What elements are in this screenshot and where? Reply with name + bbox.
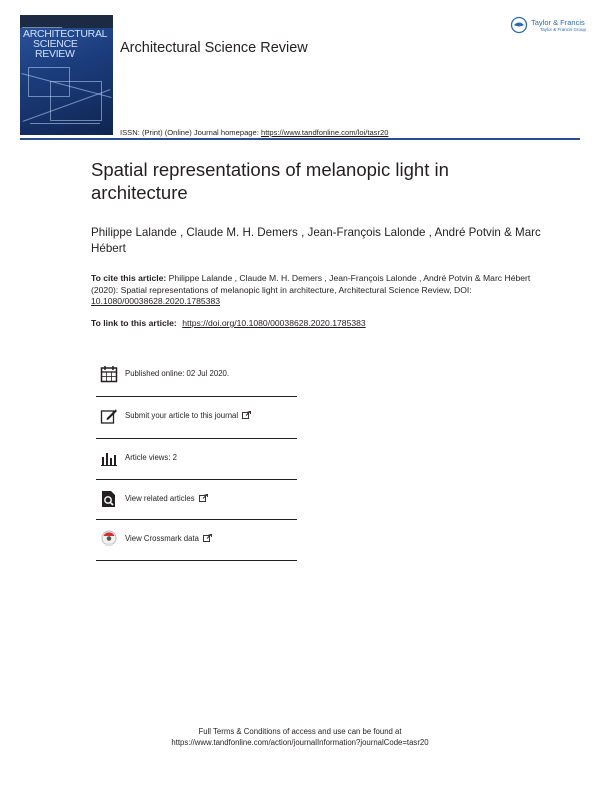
published-date: Published online: 02 Jul 2020. <box>125 369 230 378</box>
cover-decor-line <box>30 123 100 124</box>
author-list: Philippe Lalande , Claude M. H. Demers , Jean-François Lalonde , André Potvin & Marc Hébert <box>91 226 541 255</box>
journal-cover-image <box>20 15 113 135</box>
crossmark-link[interactable]: View Crossmark data <box>125 534 212 543</box>
doi-link[interactable]: 10.1080/00038628.2020.1785383 <box>91 296 221 306</box>
publisher-name: Taylor & Francis <box>531 18 585 27</box>
footer-terms-text: Full Terms & Conditions of access and use can be found at <box>198 727 402 736</box>
issn-line: ISSN: (Print) (Online) Journal homepage: https://www.tandfonline.com/loi/tasr20 <box>120 128 389 137</box>
footer-terms-link[interactable]: https://www.tandfonline.com/action/journalInformation?journalCode=tasr20 <box>171 737 429 747</box>
link-label: To link to this article: <box>91 318 180 328</box>
edit-icon <box>100 407 118 425</box>
article-views-row <box>96 439 297 479</box>
journal-homepage-link[interactable]: https://www.tandfonline.com/loi/tasr20 <box>260 128 389 137</box>
article-title: Spatial representations of melanopic light in architecture <box>91 159 449 203</box>
calendar-icon <box>100 365 118 383</box>
footer <box>0 727 600 748</box>
external-link-icon <box>199 494 208 502</box>
article-link-line <box>91 318 366 328</box>
publisher-group: Taylor & Francis Group <box>540 27 587 32</box>
submit-article-link[interactable]: Submit your article to this journal <box>125 411 251 420</box>
related-articles-row[interactable] <box>96 480 297 520</box>
external-link-icon <box>242 411 251 419</box>
citation-block <box>91 273 531 308</box>
related-articles-link[interactable]: View related articles <box>125 494 208 503</box>
header-divider <box>20 138 580 140</box>
article-views-count: Article views: 2 <box>125 453 177 462</box>
cover-title: ARCHITECTURAL SCIENCE REVIEW <box>23 28 108 60</box>
document-search-icon <box>100 490 118 508</box>
panel-divider <box>96 560 297 561</box>
crossmark-icon <box>100 530 118 548</box>
article-url-link[interactable]: https://doi.org/10.1080/00038628.2020.1785383 <box>182 318 366 328</box>
crossmark-row[interactable] <box>96 520 297 560</box>
external-link-icon <box>203 534 212 542</box>
bar-chart-icon <box>100 449 118 467</box>
published-row <box>96 355 297 395</box>
citation-label: To cite this article: <box>91 273 167 283</box>
citation-text: Philippe Lalande , Claude M. H. Demers , Jean-François Lalonde , André Potvin & Marc Hébert (2020): Spatial representations of melanopic light in architecture, Architectural Science Review, DOI: <box>91 273 531 295</box>
submit-article-row[interactable] <box>96 397 297 437</box>
journal-title: Architectural Science Review <box>120 40 308 56</box>
